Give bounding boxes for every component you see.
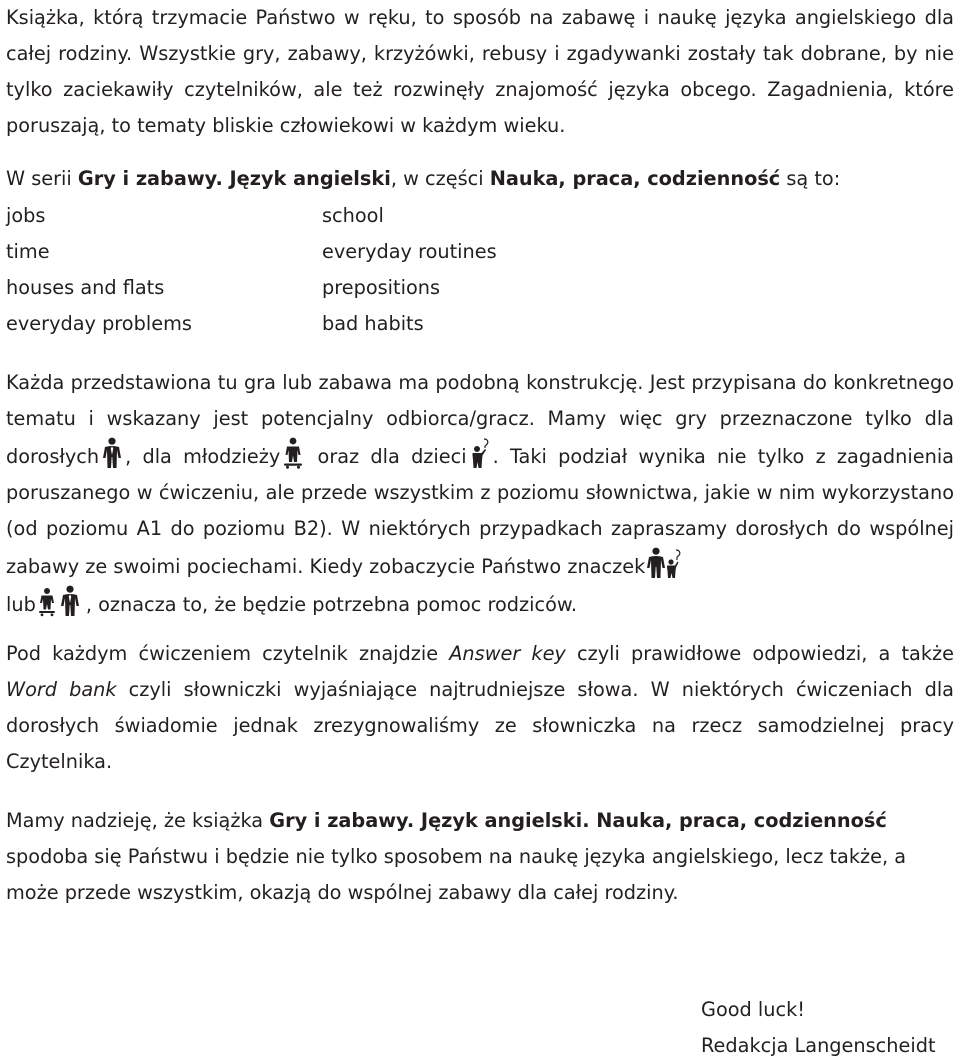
series-suffix: są to: <box>780 167 841 190</box>
book-title: Gry i zabawy. Język angielski. Nauka, praca, codzienność <box>269 809 887 832</box>
topic-item: everyday problems <box>6 311 192 335</box>
desc-text-5: lub <box>6 593 36 616</box>
desc-text-6: , oznacza to, że będzie potrzebna pomoc rodziców. <box>85 593 578 616</box>
topic-row <box>6 233 706 269</box>
answer-text-1: Pod każdym ćwiczeniem czytelnik znajdzie <box>6 642 450 665</box>
topic-item: prepositions <box>322 275 441 299</box>
teen-skateboard-icon <box>281 437 305 469</box>
signature-block <box>701 992 960 1064</box>
description-paragraph <box>6 365 954 623</box>
series-name: Gry i zabawy. Język angielski <box>77 167 391 190</box>
topic-row <box>6 305 706 341</box>
greeting: Good luck! <box>701 998 805 1021</box>
intro-text: Książka, którą trzymacie Państwo w ręku, to sposób na zabawę i naukę języka angielskiego dla całej rodziny. Wszystkie gry, zabawy, krzyżówki, rebusy i zgadywanki zostały tak dobrane, by nie tylko zaciekawiły czytelników, ale też rozwinęły znajomość języka obcego. Zagadnienia, które poruszają, to tematy bliskie człowiekowi w każdym wieku. <box>6 6 954 137</box>
desc-text-4: . Taki podział wynika nie tylko z zagadnienia poruszanego w ćwiczeniu, ale przede wszystkim z poziomu słownictwa, jakie w nim wykorzystano (od poziomu A1 do poziomu B2). W niektórych przypadkach zapraszamy dorosłych do wspólnej zabawy ze swoimi pociechami. Kiedy zobaczycie Państwo znaczek <box>6 445 954 578</box>
series-paragraph <box>6 161 954 197</box>
answer-key-term: Answer key <box>449 642 566 665</box>
topic-item: houses and flats <box>6 275 165 299</box>
closing-text-1: Mamy nadzieję, że książka <box>6 809 270 832</box>
part-name: Nauka, praca, codzienność <box>489 167 781 190</box>
answer-text-3: czyli słowniczki wyjaśniające najtrudniejsze słowa. W niektórych ćwiczeniach dla dorosłych świadomie jednak zrezygnowaliśmy ze słowniczka na rzecz samodzielnej pracy Czytelnika. <box>6 678 954 773</box>
intro-paragraph <box>6 0 954 144</box>
child-balloon-icon <box>468 437 492 469</box>
adult-icon <box>100 437 124 469</box>
answer-text-2: czyli prawidłowe odpowiedzi, a także <box>565 642 954 665</box>
topic-row <box>6 197 706 233</box>
answer-key-paragraph <box>6 636 954 780</box>
series-middle: , w części <box>390 167 490 190</box>
topics-list <box>6 197 706 341</box>
topic-item: school <box>322 203 384 227</box>
topic-item: everyday routines <box>322 239 497 263</box>
topic-item: jobs <box>6 203 46 227</box>
closing-paragraph <box>6 803 954 911</box>
desc-text-2: , dla młodzieży <box>125 445 281 468</box>
signature: Redakcja Langenscheidt <box>701 1034 936 1057</box>
topic-item: bad habits <box>322 311 424 335</box>
topic-item: time <box>6 239 50 263</box>
desc-text-1: Każda przedstawiona tu gra lub zabawa ma podobną konstrukcję. Jest przypisana do konkretnego tematu i wskazany jest potencjalny odbiorca/gracz. Mamy więc gry przeznaczone tylko dla dorosłych <box>6 371 954 468</box>
closing-text-2: spodoba się Państwu i będzie nie tylko sposobem na naukę języka angielskiego, lecz także, a może przede wszystkim, okazją do wspólnej zabawy dla całej rodziny. <box>6 845 907 904</box>
teen-with-adult-icon <box>37 585 85 617</box>
series-prefix: W serii <box>6 167 78 190</box>
word-bank-term: Word bank <box>6 678 117 701</box>
desc-text-3: oraz dla dzieci <box>306 445 467 468</box>
topic-row <box>6 269 706 305</box>
adult-with-child-icon <box>646 547 682 579</box>
